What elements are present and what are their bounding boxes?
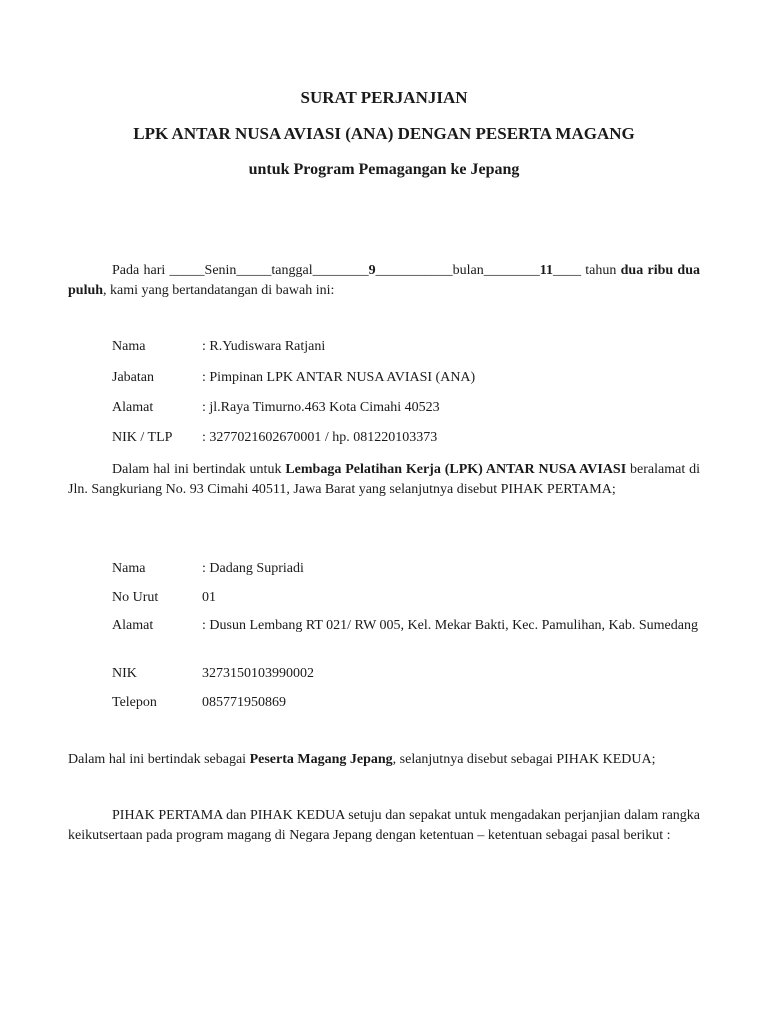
year-value: dua ribu dua puluh bbox=[68, 263, 701, 298]
description-text: Dalam hal ini bertindak untuk bbox=[112, 462, 286, 477]
opening-text: tahun bbox=[580, 263, 621, 278]
blank-line: ________ bbox=[483, 263, 540, 278]
institution-name: Lembaga Pelatihan Kerja (LPK) ANTAR NUSA AVIASI bbox=[285, 462, 627, 477]
blank-line: _____ bbox=[169, 263, 205, 278]
field-label: Alamat bbox=[112, 618, 154, 633]
blank-line: ____ bbox=[552, 263, 581, 278]
description-text: , selanjutnya disebut sebagai PIHAK KEDUA; bbox=[392, 752, 656, 767]
field-label: Nama bbox=[112, 339, 146, 354]
opening-text: tanggal bbox=[271, 263, 313, 278]
date-value: 9 bbox=[368, 263, 376, 278]
field-value: 085771950869 bbox=[202, 695, 286, 710]
field-value: 01 bbox=[202, 590, 216, 605]
field-value: : 3277021602670001 / hp. 081220103373 bbox=[202, 430, 438, 445]
description-text: beralamat di Jln. Sangkuriang No. 93 Cimahi 40511, Jawa Barat yang selanjutnya disebut PIHAK PERTAMA; bbox=[68, 462, 700, 497]
field-value: : R.Yudiswara Ratjani bbox=[202, 339, 326, 354]
month-value: 11 bbox=[539, 263, 553, 278]
field-label: Alamat bbox=[112, 400, 154, 415]
opening-text: , kami yang bertandatangan di bawah ini: bbox=[103, 283, 335, 298]
field-label: NIK bbox=[112, 666, 137, 681]
party2-description bbox=[68, 750, 700, 770]
document-subtitle: LPK ANTAR NUSA AVIASI (ANA) DENGAN PESERTA MAGANG bbox=[133, 124, 635, 143]
blank-line: ___________ bbox=[375, 263, 453, 278]
field-label: Nama bbox=[112, 561, 146, 576]
field-value: 3273150103990002 bbox=[202, 666, 314, 681]
document-title: SURAT PERJANJIAN bbox=[300, 88, 468, 107]
agreement-paragraph: PIHAK PERTAMA dan PIHAK KEDUA setuju dan sepakat untuk mengadakan perjanjian dalam rangka keikutsertaan pada program magang di Negara Jepang dengan ketentuan – ketentuan sebagai pasal berikut : bbox=[68, 808, 700, 843]
field-value: : jl.Raya Timurno.463 Kota Cimahi 40523 bbox=[202, 400, 440, 415]
blank-line: _____ bbox=[236, 263, 272, 278]
opening-paragraph bbox=[68, 261, 700, 301]
field-label: Telepon bbox=[112, 695, 157, 710]
party1-description bbox=[68, 460, 700, 500]
blank-line: ________ bbox=[312, 263, 369, 278]
description-text: Dalam hal ini bertindak sebagai bbox=[68, 752, 250, 767]
opening-text: bulan bbox=[452, 263, 484, 278]
opening-text: Pada hari bbox=[112, 263, 170, 278]
day-value: Senin bbox=[204, 263, 237, 278]
field-value: : Dadang Supriadi bbox=[202, 561, 304, 576]
field-value: : Pimpinan LPK ANTAR NUSA AVIASI (ANA) bbox=[202, 370, 476, 385]
field-label: No Urut bbox=[112, 590, 159, 605]
field-label: NIK / TLP bbox=[112, 430, 173, 445]
field-label: Jabatan bbox=[112, 370, 154, 385]
participant-role: Peserta Magang Jepang bbox=[249, 752, 393, 767]
document-program-title: untuk Program Pemagangan ke Jepang bbox=[248, 161, 520, 178]
field-value: : Dusun Lembang RT 021/ RW 005, Kel. Mekar Bakti, Kec. Pamulihan, Kab. Sumedang bbox=[202, 618, 698, 633]
